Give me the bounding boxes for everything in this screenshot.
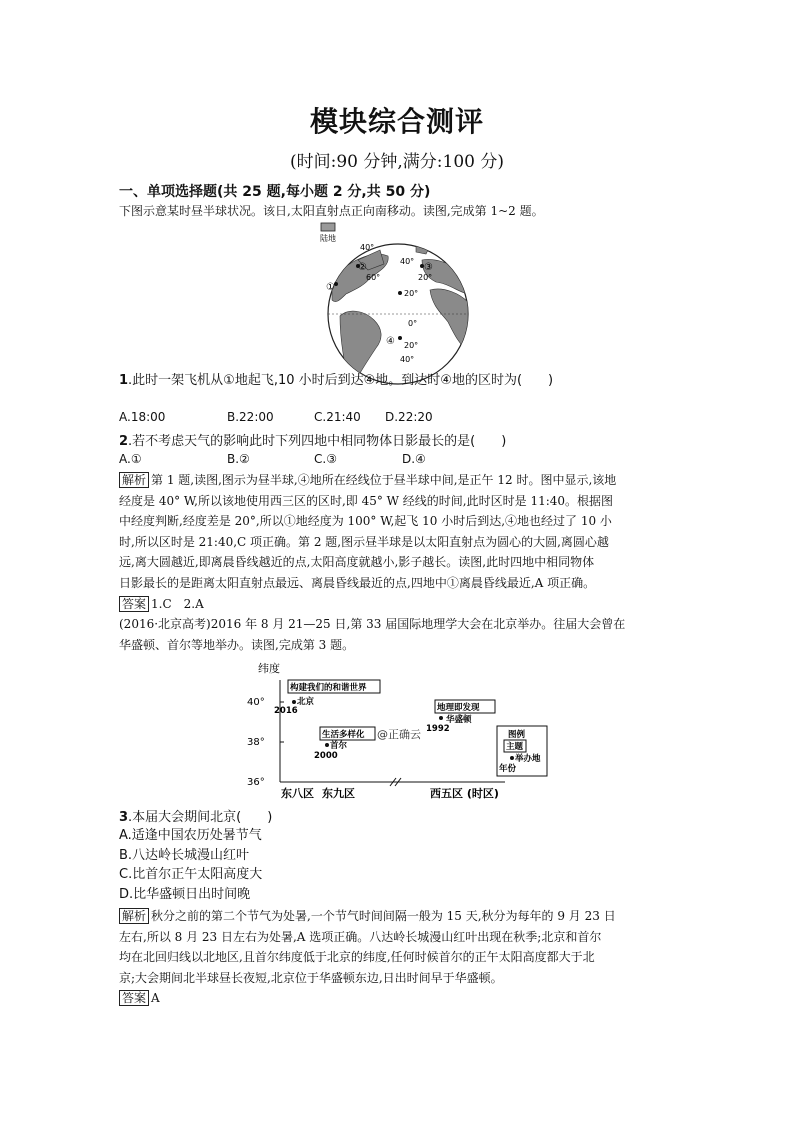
congress-chart (247, 660, 550, 802)
page-title: 模块综合测评 (309, 105, 484, 138)
question-2-options (119, 452, 559, 468)
watermark: @正确云 (377, 728, 421, 741)
analysis-3-line-4: 京;大会期间北半球昼长夜短,北京位于华盛顿东边,日出时间早于华盛顿。 (119, 970, 503, 985)
marker-dot-4 (398, 336, 402, 340)
section-heading: 一、单项选择题(共 25 题,每小题 2 分,共 50 分) (119, 184, 431, 200)
q2-option-b[interactable]: B.② (227, 452, 250, 466)
theme-washington: 地理即发现 (437, 703, 480, 713)
question-2 (119, 430, 506, 449)
analysis-1-line-1: 第 1 题,读图,图示为昼半球,④地所在经线位于昼半球中间,是正午 12 时。图中显示,该地 (151, 473, 617, 487)
analysis-3-line-1: 秋分之前的第二个节气为处暑,一个节气时间间隔一般为 15 天,秋分为每年的 9 月 23 日 (151, 909, 616, 923)
globe-lon-label-2: 20° (418, 273, 433, 282)
globe-lat-label-2: 40° (400, 257, 415, 266)
q3-option-c[interactable]: C.比首尔正午太阳高度大 (119, 867, 263, 882)
intro-2-line-2: 华盛顿、首尔等地举办。读图,完成第 3 题。 (119, 637, 355, 652)
answer-1-value: 1.C 2.A (151, 596, 204, 611)
year-1992: 1992 (426, 724, 450, 734)
question-3-number: 3 (119, 810, 129, 825)
analysis-3-line-3: 均在北回归线以北地区,且首尔纬度低于北京的纬度,任何时候首尔的正午太阳高度都大于北 (119, 950, 595, 965)
analysis-1-line-6: 日影最长的是距离太阳直射点最远、离晨昏线最近的点,四地中①离晨昏线最近,A 项正确。 (119, 575, 596, 590)
legend-theme: 主题 (506, 742, 524, 752)
question-2-number: 2 (119, 434, 129, 449)
answer-3-label: 答案 (119, 990, 149, 1006)
q3-option-b[interactable]: B.八达岭长城漫山红叶 (119, 847, 250, 863)
xlabel-e8: 东八区 (281, 787, 314, 800)
question-3 (119, 806, 272, 825)
q1-option-a[interactable]: A.18:00 (119, 410, 166, 424)
globe-lon-label-1: 60° (366, 273, 381, 282)
page-subtitle: (时间:90 分钟,满分:100 分) (289, 152, 504, 172)
year-2000: 2000 (314, 751, 338, 761)
q3-option-a[interactable]: A.适逢中国农历处暑节气 (119, 828, 262, 843)
analysis-1-line-2: 经度是 40° W,所以该地使用西三区的区时,即 45° W 经线的时间,此时区时是 11:40。根据图 (119, 493, 614, 508)
legend-year: 年份 (499, 764, 517, 774)
globe-figure (318, 220, 478, 365)
ytick-label-40: 40° (247, 697, 265, 708)
ytick-label-36: 36° (247, 777, 265, 788)
question-3-options (119, 826, 419, 904)
city-beijing: 北京 (297, 697, 315, 707)
chart-ylabel: 纬度 (258, 662, 280, 675)
analysis-1 (119, 470, 679, 655)
q3-option-d[interactable]: D.比华盛顿日出时间晚 (119, 886, 251, 902)
city-dot-seoul (325, 743, 329, 747)
marker-label-4: ④ (386, 336, 395, 347)
globe-lat-label-5: 20° (404, 341, 419, 350)
marker-label-1: ① (326, 282, 335, 293)
analysis-1-label: 解析 (119, 472, 149, 488)
xlabel-w5: 西五区 (时区) (430, 787, 499, 800)
theme-beijing: 构建我们的和谐世界 (290, 683, 367, 693)
analysis-3-line-2: 左右,所以 8 月 23 日左右为处暑,A 选项正确。八达岭长城漫山红叶出现在秋季;北京和首尔 (119, 929, 602, 944)
intro-1: 下图示意某时昼半球状况。该日,太阳直射点正向南移动。读图,完成第 1~2 题。 (119, 204, 544, 218)
theme-seoul: 生活多样化 (322, 730, 365, 740)
marker-label-3: ③ (424, 262, 433, 273)
marker-label-2: ② (358, 262, 367, 273)
question-1-options (119, 410, 559, 426)
legend-land-swatch (321, 223, 335, 231)
analysis-1-line-5: 远,离大圆越近,即离晨昏线越近的点,太阳高度就越小,影子越长。读图,此时四地中相同物体 (119, 555, 595, 570)
city-seoul: 首尔 (330, 741, 348, 751)
analysis-3 (119, 906, 679, 1009)
intro-2-line-1: (2016·北京高考)2016 年 8 月 21—25 日,第 33 届国际地理学大会在北京举办。往届大会曾在 (119, 617, 626, 632)
answer-1-label: 答案 (119, 596, 149, 612)
city-dot-washington (439, 716, 443, 720)
answer-3-value: A (151, 991, 160, 1006)
xlabel-e9: 东九区 (322, 787, 355, 800)
globe-lat-label-1: 40° (360, 243, 375, 252)
question-1-number: 1 (119, 373, 129, 388)
question-1-text: .此时一架飞机从①地起飞,10 小时后到达④地。到达时④地的区时为( ) (128, 373, 554, 388)
question-1 (119, 369, 553, 388)
globe-lat-label-3: 20° (404, 289, 419, 298)
legend-place: 举办地 (515, 754, 541, 764)
q1-option-c[interactable]: C.21:40 (314, 410, 361, 424)
q2-option-a[interactable]: A.① (119, 452, 142, 466)
legend-dot (510, 756, 514, 760)
q2-option-c[interactable]: C.③ (314, 452, 337, 466)
analysis-1-line-3: 中经度判断,经度差是 20°,所以①地经度为 100° W,起飞 10 小时后到达,④地也经过了 10 小 (119, 514, 612, 529)
legend-land-label: 陆地 (320, 234, 336, 243)
ytick-label-38: 38° (247, 737, 265, 748)
q2-option-d[interactable]: D.④ (402, 452, 426, 466)
year-2016: 2016 (274, 706, 298, 716)
city-dot-beijing (292, 700, 296, 704)
city-washington: 华盛顿 (446, 715, 472, 725)
analysis-1-line-4: 时,所以区时是 21:40,C 项正确。第 2 题,图示昼半球是以太阳直射点为圆心的大圆,离圆心越 (119, 534, 609, 549)
question-3-text: .本届大会期间北京( ) (128, 810, 273, 825)
globe-lat-label-4: 0° (408, 319, 418, 328)
question-2-text: .若不考虑天气的影响此时下列四地中相同物体日影最长的是( ) (128, 434, 507, 449)
q1-option-b[interactable]: B.22:00 (227, 410, 274, 424)
legend-title: 图例 (508, 730, 526, 740)
analysis-3-label: 解析 (119, 908, 149, 924)
globe-lat-label-6: 40° (400, 355, 415, 364)
q1-option-d[interactable]: D.22:20 (385, 410, 433, 424)
marker-dot-center (398, 291, 402, 295)
